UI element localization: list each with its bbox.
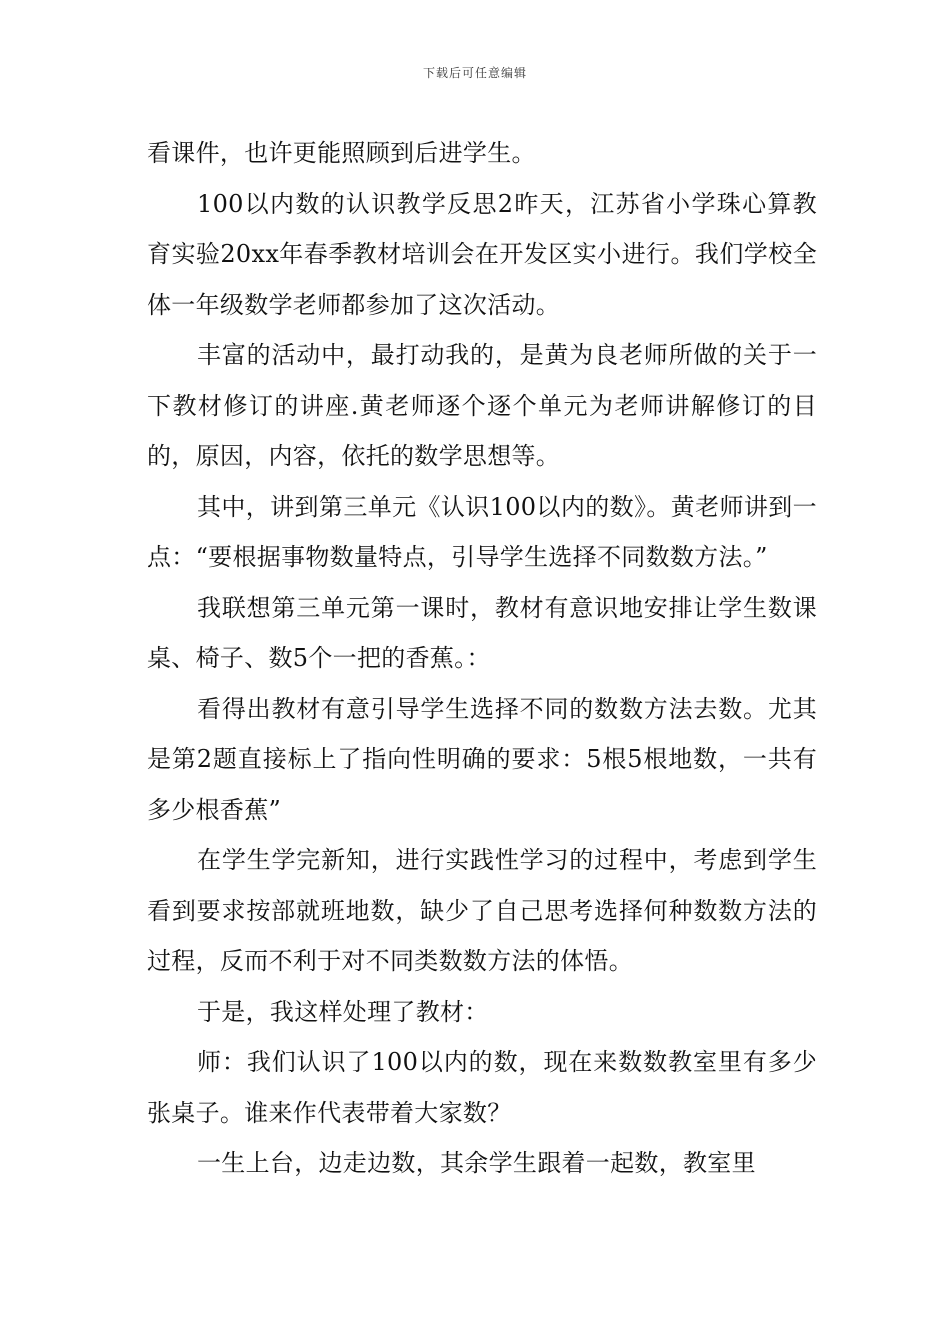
paragraph: 看得出教材有意引导学生选择不同的数数方法去数。尤其是第2题直接标上了指向性明确的要求：5根5根地数，一共有多少根香蕉” [147,694,817,824]
paragraph: 丰富的活动中，最打动我的，是黄为良老师所做的关于一下教材修订的讲座.黄老师逐个逐个单元为老师讲解修订的目的，原因，内容，依托的数学思想等。 [147,341,817,470]
paragraph: 在学生学完新知，进行实践性学习的过程中，考虑到学生看到要求按部就班地数，缺少了自己思考选择何种数数方法的过程，反而不利于对不同类数数方法的体悟。 [147,846,817,975]
paragraph: 100以内数的认识教学反思2昨天，江苏省小学珠心算教育实验20xx年春季教材培训会在开发区实小进行。我们学校全体一年级数学老师都参加了这次活动。 [147,189,817,319]
paragraph: 其中，讲到第三单元《认识100以内的数》。黄老师讲到一点：“要根据事物数量特点，引导学生选择不同数数方法。” [147,492,817,571]
paragraph: 我联想第三单元第一课时，教材有意识地安排让学生数课桌、椅子、数5个一把的香蕉。： [147,593,817,672]
page-header: 下载后可任意编辑 [422,66,527,80]
paragraph: 一生上台，边走边数，其余学生跟着一起数，教室里 [197,1149,756,1177]
paragraph: 于是，我这样处理了教材： [197,997,489,1026]
paragraph: 师：我们认识了100以内的数，现在来数数教室里有多少张桌子。谁来作代表带着大家数？ [147,1048,817,1127]
paragraph-continuation: 看课件，也许更能照顾到后进学生。 [147,139,536,167]
document-body [147,128,817,1189]
